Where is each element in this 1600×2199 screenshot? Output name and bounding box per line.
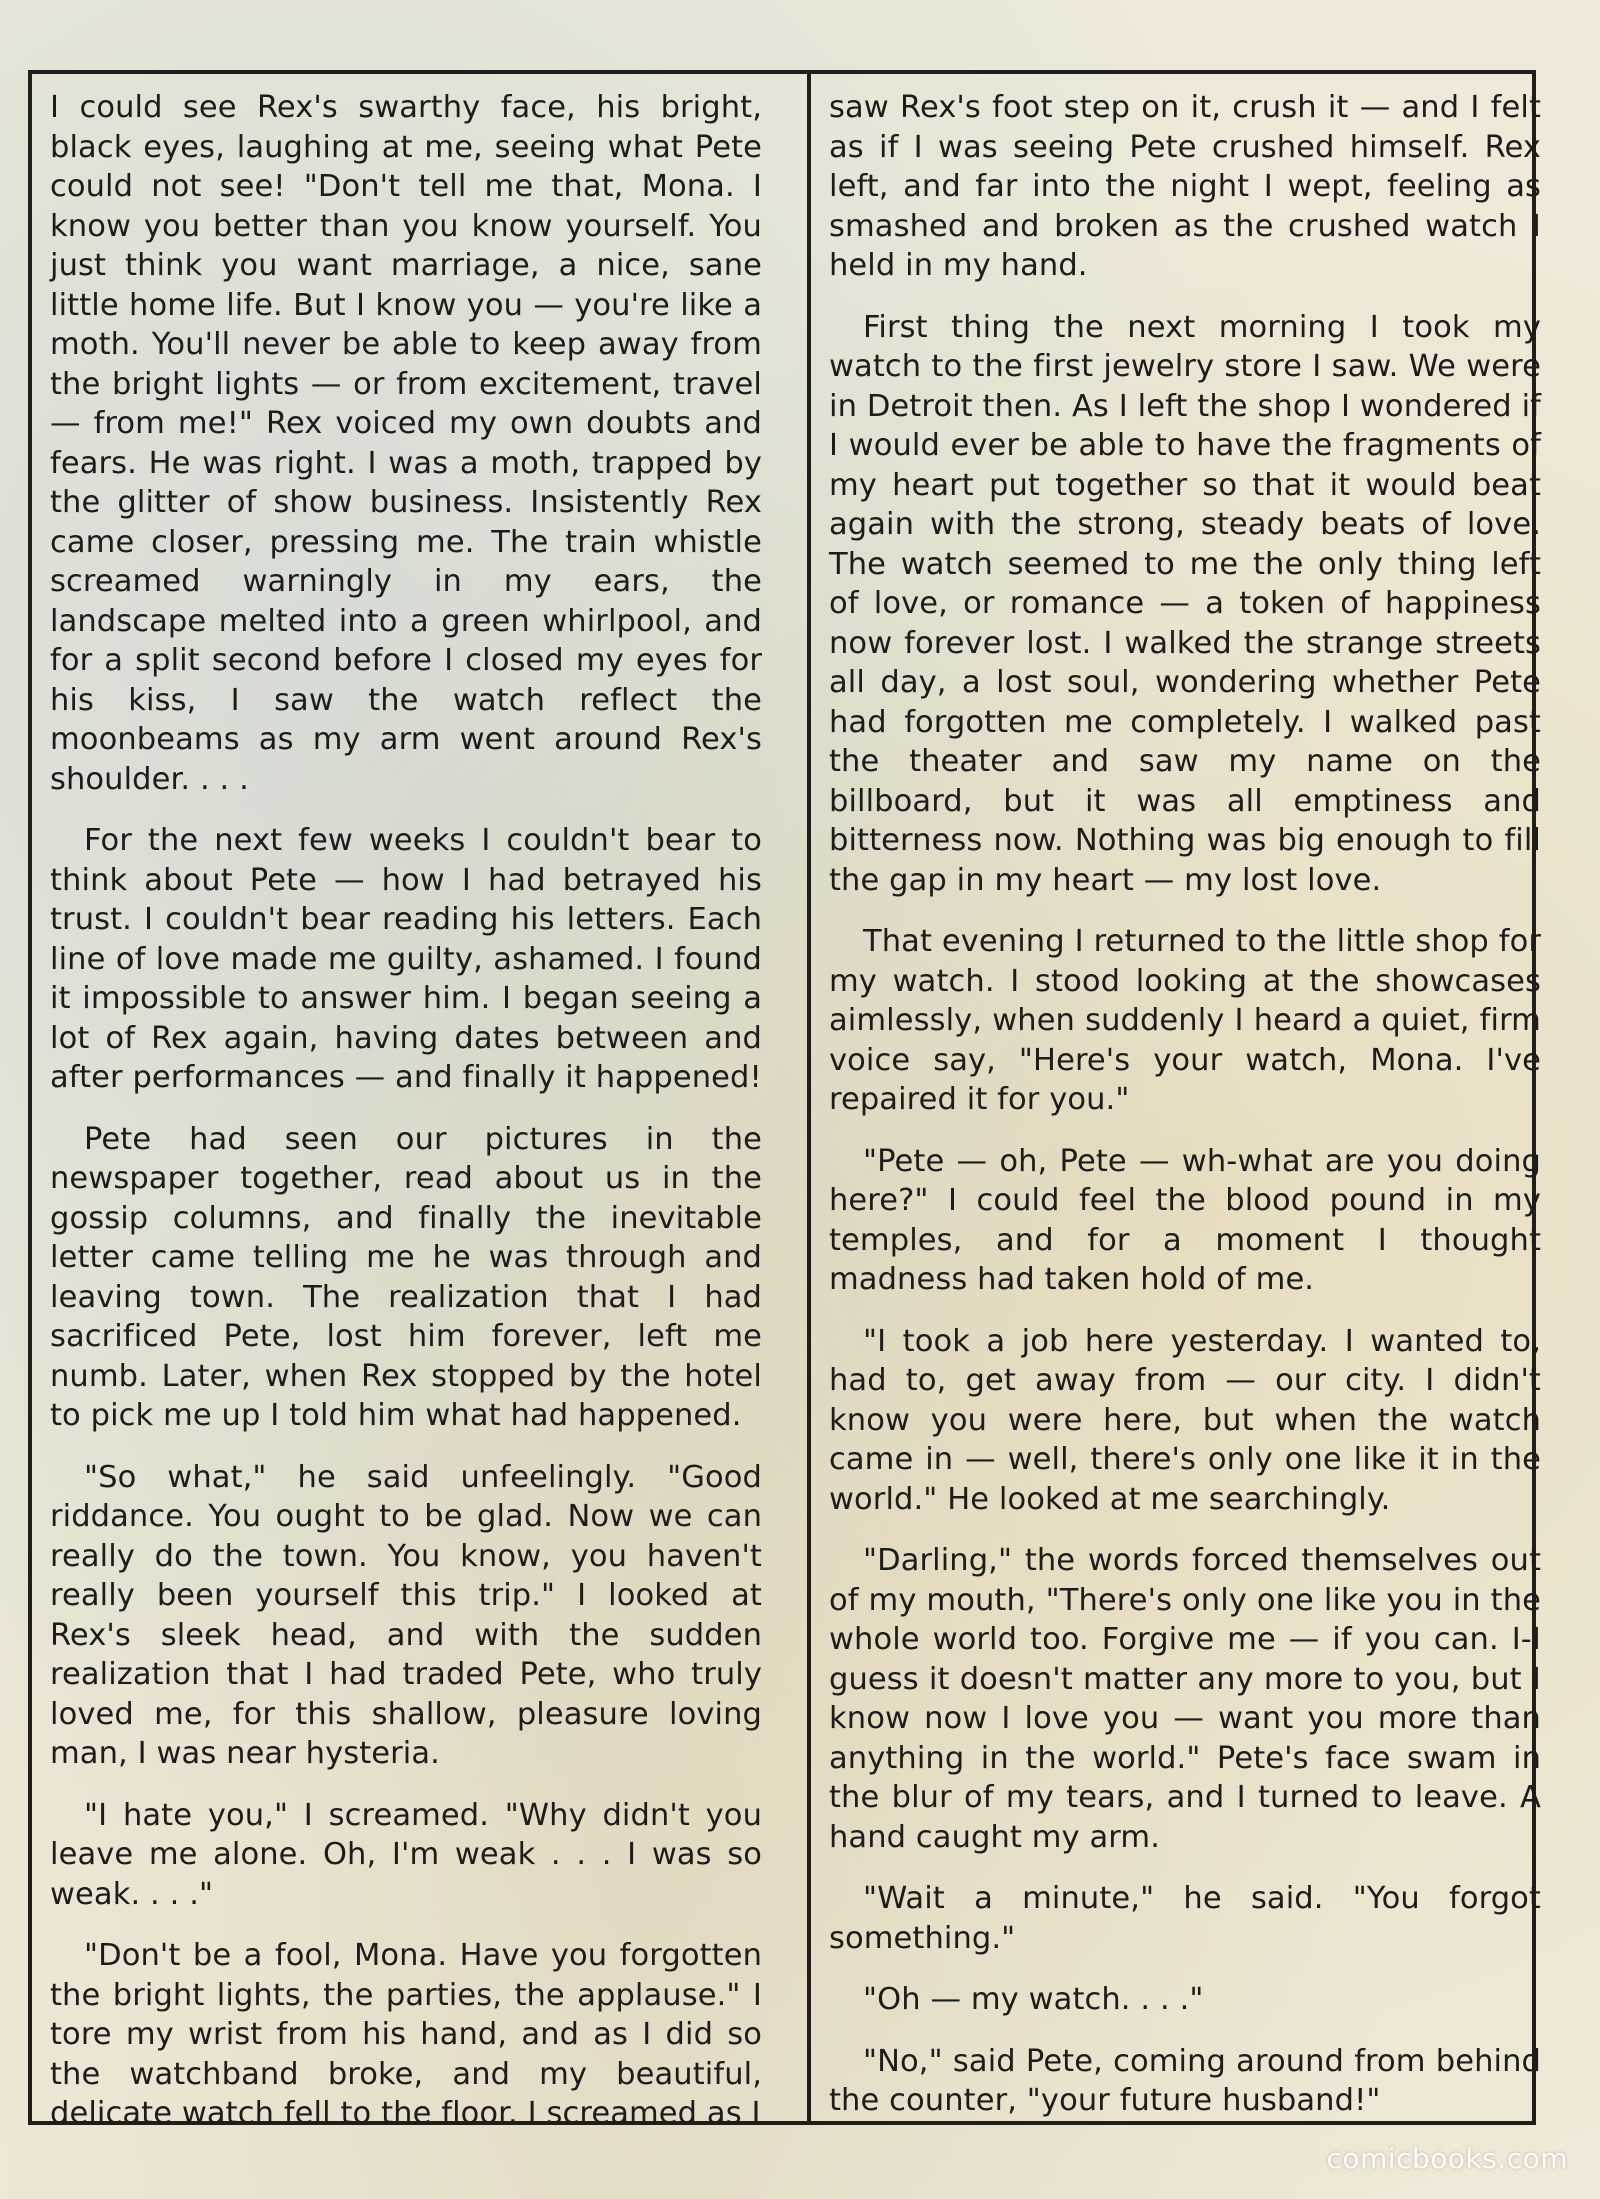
story-paragraph: "So what," he said unfeelingly. "Good riddance. You ought to be glad. Now we can really do the town. You know, you haven't really been yourself this trip." I looked at Rex's sleek head, and with the sudden realization that I had traded Pete, who truly loved me, for this shallow, pleasure loving man, I was near hysteria. (50, 1459, 762, 1771)
story-paragraph: "I took a job here yesterday. I wanted to, had to, get away from — our city. I didn't know you were here, but when the watch came in — well, there's only one like it in the world." He looked at me searchingly. (829, 1323, 1541, 1517)
story-paragraph: That evening I returned to the little shop for my watch. I stood looking at the showcases aimlessly, when suddenly I heard a quiet, firm voice say, "Here's your watch, Mona. I've repaired it for you." (829, 924, 1541, 1117)
story-paragraph: Pete had seen our pictures in the newspaper together, read about us in the gossip columns, and finally the inevitable letter came telling me he was through and leaving town. The realization that I had sacrificed Pete, lost him forever, left me numb. Later, when Rex stopped by the hotel to pick me up I told him what had happened. (50, 1121, 762, 1433)
story-paragraph: "Don't be a fool, Mona. Have you forgotten the bright lights, the parties, the applause." I tore my wrist from his hand, and as I did so the watchband broke, and my beautiful, delicate watch fell to the floor. I screamed as I (50, 1938, 762, 2131)
column-divider (807, 74, 811, 2121)
story-paragraph: "Wait a minute," he said. "You forgot something." (829, 1881, 1541, 1956)
story-paragraph: saw Rex's foot step on it, crush it — and I felt as if I was seeing Pete crushed himself. Rex left, and far into the night I wept, feeling as smashed and broken as the crushed watch I held in my hand. (829, 90, 1541, 283)
story-paragraph: "No," said Pete, coming around from behind the counter, "your future husband!" (829, 2043, 1541, 2118)
story-frame (28, 70, 1541, 2131)
story-paragraph: "Pete — oh, Pete — wh-what are you doing here?" I could feel the blood pound in my temples, and for a moment I thought madness had taken hold of me. (829, 1143, 1541, 1297)
left-column (50, 88, 762, 2156)
right-column (829, 88, 1541, 2143)
story-paragraph: First thing the next morning I took my watch to the first jewelry store I saw. We were in Detroit then. As I left the shop I wondered if I would ever be able to have the fragments of my heart put together so that it would beat again with the strong, steady beats of love. The watch seemed to me the only thing left of love, or romance — a token of happiness now forever lost. I walked the strange streets all day, a lost soul, wondering whether Pete had forgotten me completely. I walked past the theater and saw my name on the billboard, but it was all emptiness and bitterness now. Nothing was big enough to fill the gap in my heart — my lost love. (829, 309, 1541, 898)
story-paragraph: For the next few weeks I couldn't bear to think about Pete — how I had betrayed his trust. I couldn't bear reading his letters. Each line of love made me guilty, ashamed. I found it impossible to answer him. I began seeing a lot of Rex again, having dates between and after performances — and finally it happened! (50, 823, 762, 1095)
site-watermark: comicbooks.com (1326, 2142, 1568, 2175)
story-paragraph: I could see Rex's swarthy face, his bright, black eyes, laughing at me, seeing what Pete could not see! "Don't tell me that, Mona. I know you better than you know yourself. You just think you want marriage, a nice, sane little home life. But I know you — you're like a moth. You'll never be able to keep away from the bright lights — or from excitement, travel — from me!" Rex voiced my own doubts and fears. He was right. I was a moth, trapped by the glitter of show business. Insistently Rex came closer, pressing me. The train whistle screamed warningly in my ears, the landscape melted into a green whirlpool, and for a split second before I closed my eyes for his kiss, I saw the watch reflect the moonbeams as my arm went around Rex's shoulder. . . . (50, 90, 762, 797)
story-paragraph: "Darling," the words forced themselves out of my mouth, "There's only one like you in the whole world too. Forgive me — if you can. I-I guess it doesn't matter any more to you, but I know now I love you — want you more than anything in the world." Pete's face swam in the blur of my tears, and I turned to leave. A hand caught my arm. (829, 1543, 1541, 1855)
story-paragraph: "I hate you," I screamed. "Why didn't you leave me alone. Oh, I'm weak . . . I was so weak. . . ." (50, 1797, 762, 1912)
story-paragraph: "Oh — my watch. . . ." (863, 1982, 1204, 2017)
